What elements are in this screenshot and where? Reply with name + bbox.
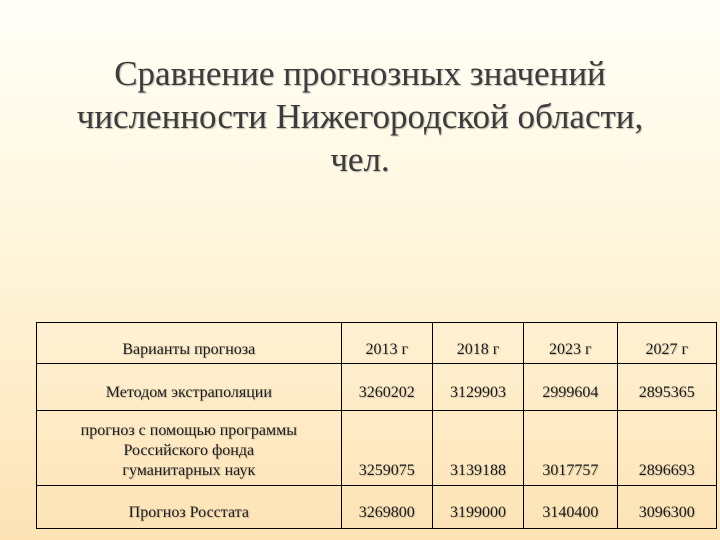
cell-value: 3096300 [617,486,717,529]
cell-value: 3260202 [341,364,432,411]
row-label: Методом экстраполяции [37,364,342,411]
cell-value: 3199000 [432,486,523,529]
cell-value: 3140400 [524,486,617,529]
cell-value: 3129903 [432,364,523,411]
row-label: Прогноз Росстата [37,486,342,529]
cell-value: 2999604 [524,364,617,411]
cell-value: 2896693 [617,411,717,486]
forecast-table [36,322,717,529]
title-line-1: Сравнение прогнозных значений [114,54,606,93]
header-variants: Варианты прогноза [37,323,342,364]
table-header-row [37,323,717,364]
table-row [37,486,717,529]
header-2018: 2018 г [432,323,523,364]
header-2027: 2027 г [617,323,717,364]
cell-value: 3259075 [341,411,432,486]
cell-value: 3017757 [524,411,617,486]
table-row [37,411,717,486]
slide-title [40,52,680,181]
title-line-3: чел. [330,140,390,179]
row-label-line: прогноз с помощью программы [80,422,297,439]
cell-value: 3269800 [341,486,432,529]
row-label [37,411,342,486]
table-row [37,364,717,411]
title-line-2: численности Нижегородской области, [76,97,644,136]
row-label-line: Российского фонда [123,442,255,459]
header-2013: 2013 г [341,323,432,364]
header-2023: 2023 г [524,323,617,364]
cell-value: 2895365 [617,364,717,411]
cell-value: 3139188 [432,411,523,486]
row-label-line: гуманитарных наук [122,462,256,479]
